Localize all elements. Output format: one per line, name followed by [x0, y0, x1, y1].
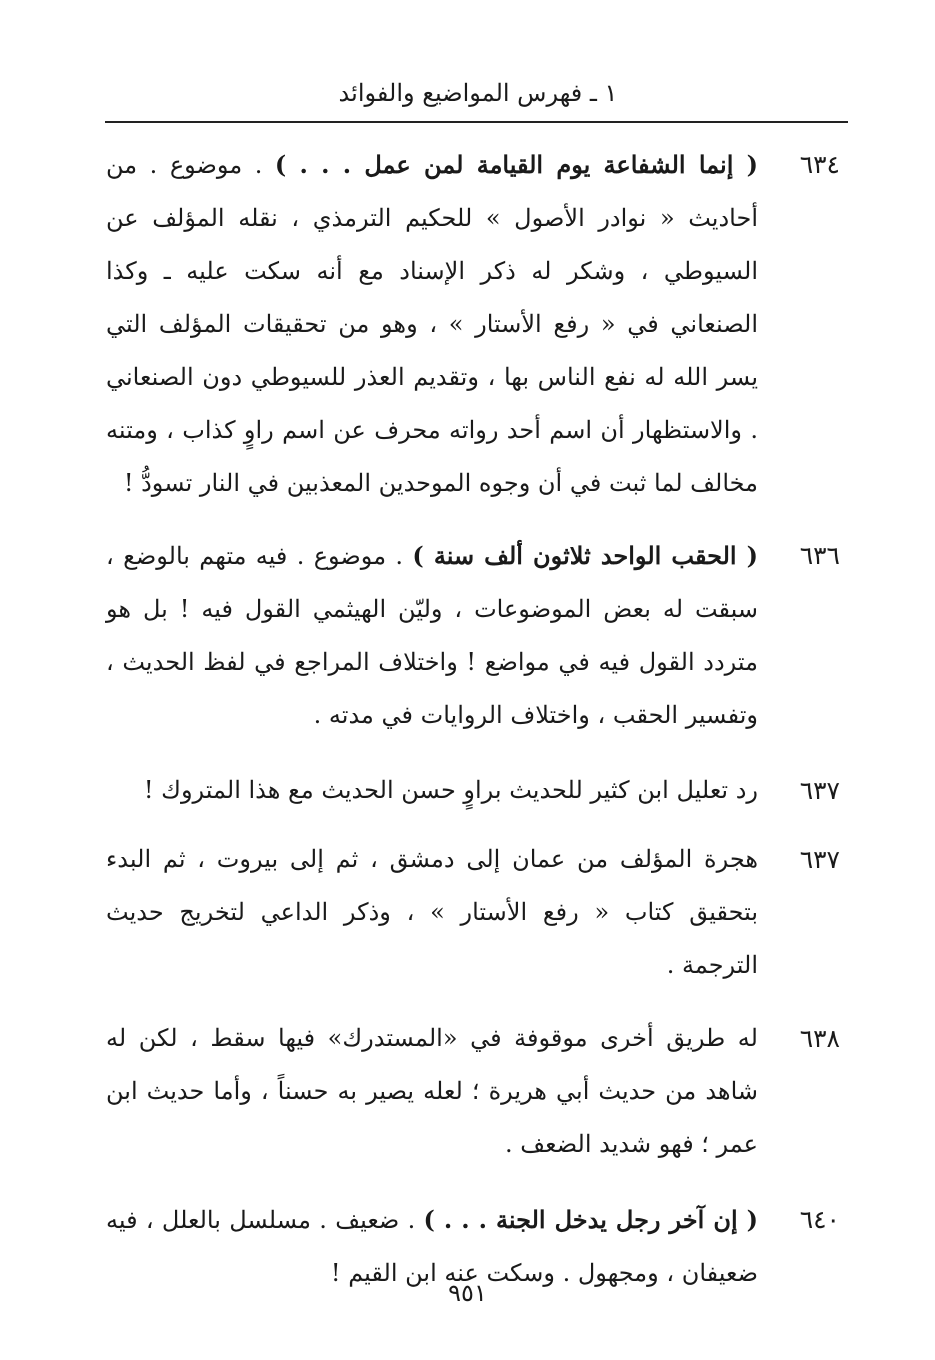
page-number: ٩٥١: [448, 1279, 487, 1307]
entry-description: له طريق أخرى موقوفة في «المستدرك» فيها سقط ، لكن له شاهد من حديث أبي هريرة ؛ لعله يصير به حسناً ، وأما حديث ابن عمر ؛ فهو شديد الضعف .: [106, 1024, 758, 1158]
entry-page-number: ٦٣٧: [799, 776, 840, 805]
entry-text: [106, 833, 758, 992]
index-entry: [0, 529, 935, 742]
entry-description: هجرة المؤلف من عمان إلى دمشق ، ثم إلى بيروت ، ثم البدء بتحقيق كتاب « رفع الأستار » ، وذكر الداعي لتخريج حديث الترجمة .: [106, 845, 758, 979]
entry-description: . موضوع . من أحاديث « نوادر الأصول » للحكيم الترمذي ، نقله المؤلف عن السيوطي ، وشكر له ذكر الإسناد مع أنه سكت عليه ـ وكذا الصنعاني في « رفع الأستار » ، وهو من تحقيقات المؤلف التي يسر الله له نفع الناس بها ، وتقديم العذر للسيوطي دون الصنعاني . والاستظهار أن اسم أحد رواته محرف عن اسم راوٍ كذاب ، ومتنه مخالف لما ثبت في أن وجوه الموحدين المعذبين في النار تسودُّ !: [106, 151, 759, 497]
entry-description: . موضوع . فيه متهم بالوضع ، سبقت له بعض الموضوعات ، وليّن الهيثمي القول فيه ! بل هو متردد القول فيه في مواضع ! واختلاف المراجع في لفظ الحديث ، وتفسير الحقب ، واختلاف الروايات في مدته .: [106, 542, 758, 729]
running-title: ١ ـ فهرس المواضيع والفوائد: [338, 79, 618, 107]
hadith-title: ( إنما الشفاعة يوم القيامة لمن عمل . . . ): [274, 150, 758, 179]
hadith-title: ( الحقب الواحد ثلاثون ألف سنة ): [412, 541, 759, 570]
entry-text: [106, 1012, 758, 1171]
entry-text: [106, 138, 758, 510]
entry-page-number: ٦٣٤: [799, 150, 840, 179]
entry-description: . ضعيف . مسلسل بالعلل ، فيه ضعيفان ، ومجهول . وسكت عنه ابن القيم !: [106, 1206, 758, 1287]
index-entry: [0, 833, 935, 992]
hadith-title: ( إن آخر رجل يدخل الجنة . . . ): [423, 1205, 758, 1234]
entry-text: [106, 529, 758, 742]
entry-page-number: ٦٣٧: [799, 845, 840, 874]
entry-page-number: ٦٣٨: [799, 1024, 840, 1053]
index-entry: [0, 1012, 935, 1171]
header-rule: [105, 121, 848, 123]
index-entry: [0, 138, 935, 510]
entry-text: [106, 764, 758, 817]
entry-description: رد تعليل ابن كثير للحديث براوٍ حسن الحديث مع هذا المتروك !: [143, 776, 758, 804]
entry-page-number: ٦٣٦: [799, 541, 840, 570]
entry-page-number: ٦٤٠: [799, 1205, 840, 1234]
index-entries: [0, 138, 935, 1300]
index-entry: [0, 764, 935, 817]
